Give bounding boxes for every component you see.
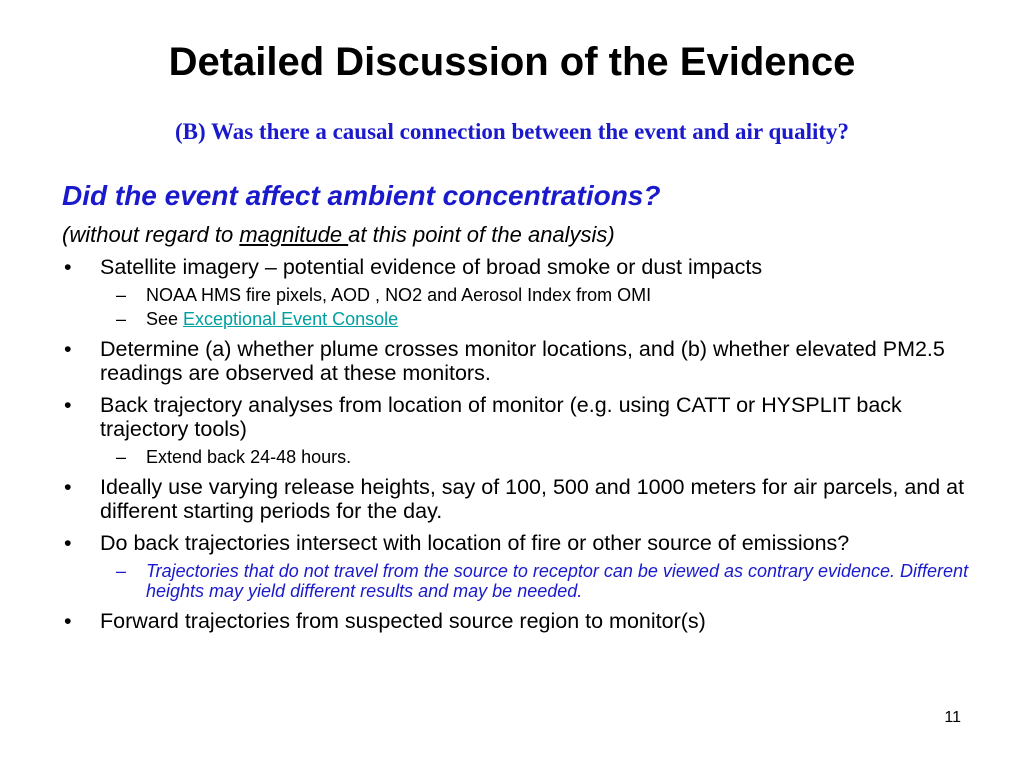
bullet-item <box>62 531 972 555</box>
sub-bullet-item <box>62 309 972 329</box>
sub-bullet-text: Extend back 24-48 hours. <box>146 447 352 467</box>
exceptional-event-console-link[interactable]: Exceptional Event Console <box>183 309 399 329</box>
bullet-text: Forward trajectories from suspected source region to monitor(s) <box>100 609 706 633</box>
sub-bullet-marker: – <box>116 447 127 467</box>
slide-subtitle: (B) Was there a causal connection between the event and air quality? <box>174 119 850 144</box>
sub-bullet-item <box>62 561 972 601</box>
bullet-text: Do back trajectories intersect with location of fire or other source of emissions? <box>100 531 850 555</box>
sub-bullet-prefix: See <box>146 309 184 329</box>
bullet-marker: • <box>64 393 72 417</box>
sub-bullet-item <box>62 285 972 305</box>
bullet-item <box>62 393 972 441</box>
slide-title: Detailed Discussion of the Evidence <box>168 40 856 84</box>
section-heading: Did the event affect ambient concentrations? <box>62 180 661 211</box>
bullet-text: Ideally use varying release heights, say of 100, 500 and 1000 meters for air parcels, and at different starting periods for the day. <box>100 475 965 523</box>
bullet-item <box>62 609 972 633</box>
bullet-item <box>62 475 972 523</box>
subheading-post: at this point of the analysis) <box>348 222 615 247</box>
sub-bullet-marker: – <box>116 285 127 305</box>
bullet-marker: • <box>64 337 72 361</box>
bullet-text: Back trajectory analyses from location of monitor (e.g. using CATT or HYSPLIT back trajectory tools) <box>100 393 902 441</box>
sub-bullet-marker: – <box>116 561 127 581</box>
section-subheading <box>62 220 615 250</box>
page-number: 11 <box>944 709 961 726</box>
bullet-text: Determine (a) whether plume crosses monitor locations, and (b) whether elevated PM2.5 readings are observed at these monitors. <box>100 337 945 385</box>
sub-bullet-text: Trajectories that do not travel from the source to receptor can be viewed as contrary evidence. Different heights may yield different results and may be needed. <box>146 561 969 601</box>
bullet-marker: • <box>64 531 72 555</box>
bullet-item <box>62 337 972 385</box>
bullet-item <box>62 255 972 279</box>
bullet-marker: • <box>64 255 72 279</box>
subheading-underlined: magnitude <box>239 222 349 247</box>
subheading-pre: (without regard to <box>62 222 240 247</box>
sub-bullet-marker: – <box>116 309 127 329</box>
sub-bullet-item <box>62 447 972 467</box>
bullet-text: Satellite imagery – potential evidence of broad smoke or dust impacts <box>100 255 763 279</box>
bullet-list <box>62 255 972 641</box>
sub-bullet-text: NOAA HMS fire pixels, AOD , NO2 and Aerosol Index from OMI <box>146 285 652 305</box>
bullet-marker: • <box>64 475 72 499</box>
bullet-marker: • <box>64 609 72 633</box>
